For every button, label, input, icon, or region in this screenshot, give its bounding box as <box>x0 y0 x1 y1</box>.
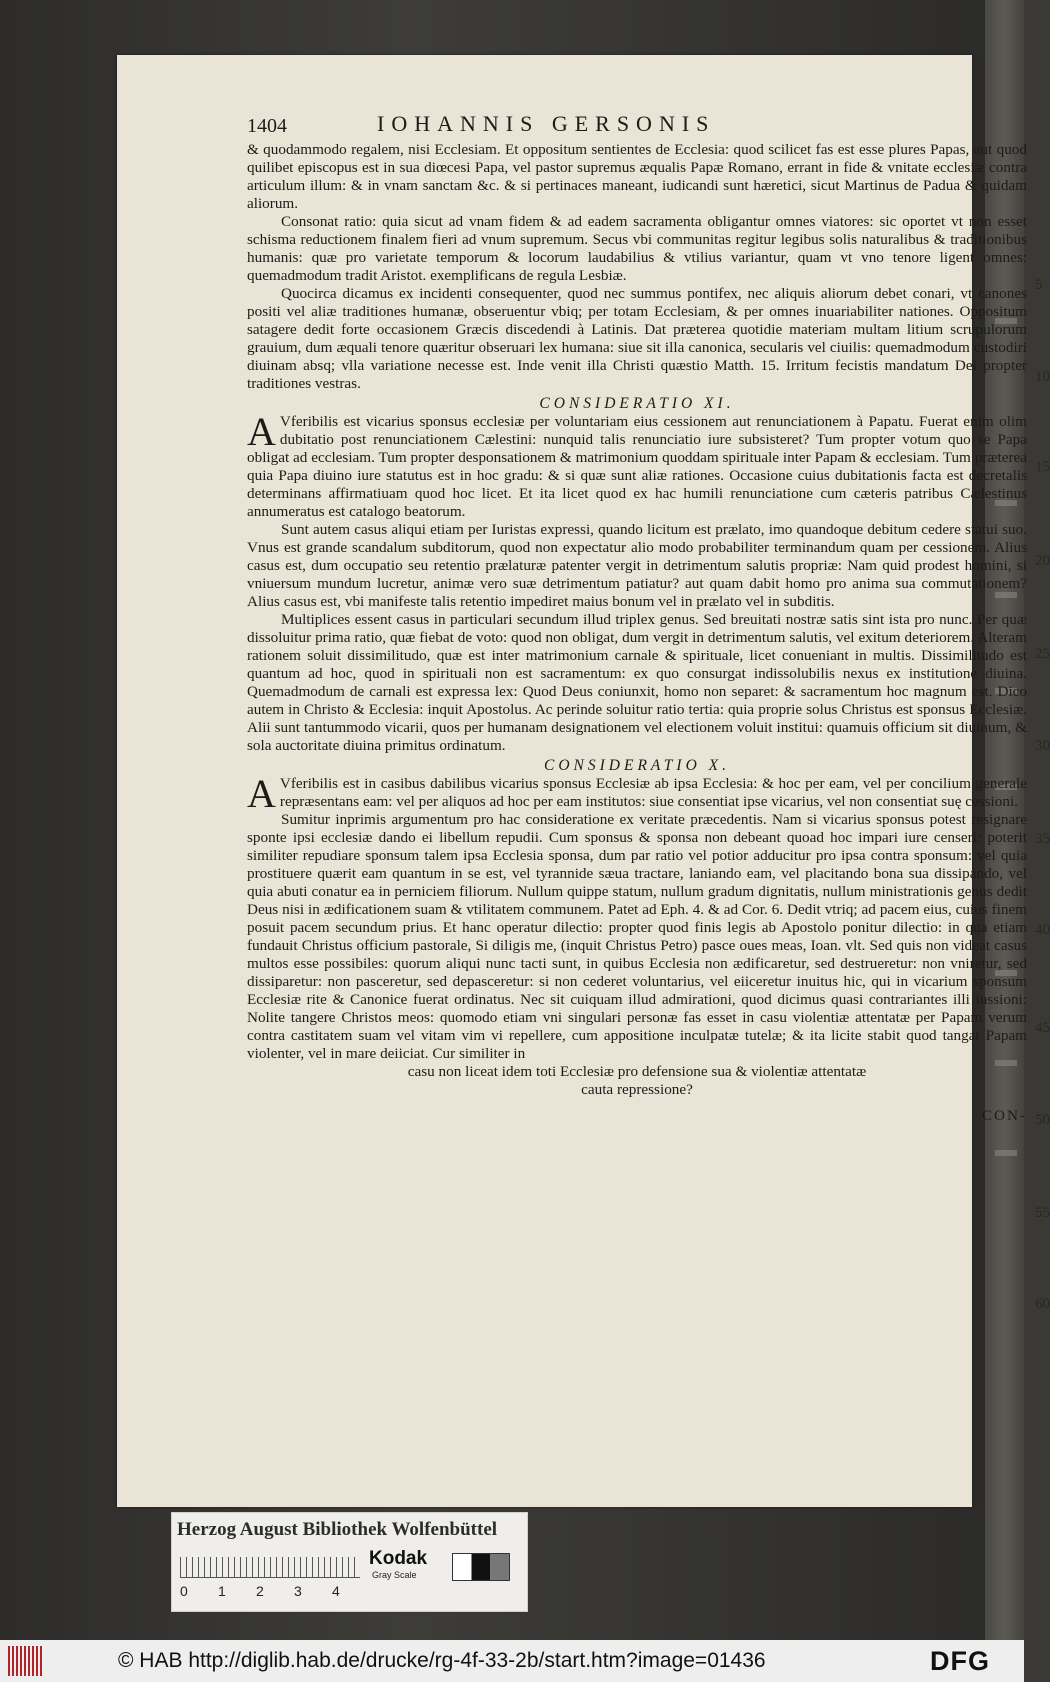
catchword: CON- <box>981 1107 1027 1124</box>
kodak-label: Kodak <box>369 1548 428 1569</box>
color-reference-card <box>171 1512 528 1612</box>
text-block <box>247 111 1050 1312</box>
line-number: 5 <box>1035 277 1043 293</box>
edge-mark <box>995 1150 1017 1156</box>
library-name: Herzog August Bibliothek Wolfenbüttel <box>177 1519 498 1540</box>
line-number: 60 <box>1035 1296 1050 1312</box>
line-number: 20 <box>1035 553 1050 569</box>
footer-bar <box>0 1640 1024 1682</box>
closing-line: casu non liceat idem toti Ecclesiæ pro defensione sua & violentiæ attentatæ <box>407 1063 867 1080</box>
paragraph-1: & quodammodo regalem, nisi Ecclesiam. Et oppositum sentientes de Ecclesia: quod scilicet fas est esse plures Papas, aut quod quilibet episcopus est in sua diœcesi Papa, vel pastor supremus æqualis Papæ Romano, errant in fide & vnitate ecclesiæ contra articulum illum: & in vnam sanctam &c. & si pertinaces maneant, iudicandi sunt hæretici, sicut Martinus de Padua & quidam aliorum. <box>247 141 1027 212</box>
dfg-logo: DFG <box>930 1646 990 1676</box>
ruler-number: 3 <box>294 1583 302 1599</box>
running-head: IOHANNIS GERSONIS <box>377 111 716 136</box>
paragraph-2: Consonat ratio: quia sicut ad vnam fidem & ad eadem sacramenta obligantur omnes viatores: sic oportet vt non esset schisma reductionem finalem fieri ad vnum supremum. Secus vbi communitas regitur legibus solis naturalibus & traditionibus humanis: quæ pro varietate temporum & locorum laudabilius & vtilius variantur, quam vt vno tenore ligent omnes: quemadmodum tradit Aristot. exemplificans de regula Lesbiæ. <box>247 213 1027 284</box>
paragraph-7 <box>247 771 1027 816</box>
line-number: 10 <box>1035 369 1050 385</box>
ruler-number: 0 <box>180 1583 188 1599</box>
paragraph-5: Sunt autem casus aliqui etiam per Iuristas expressi, quando licitum est prælato, imo quandoque debitum cedere statui suo. Vnus est grande scandalum subditorum, quod non expectatur alio modo probabiliter terminandum quam per cessionem. Alius casus est, dum occupatio seu retentio prælaturæ patenter vergit in detrimentum salutis propriæ: Nam quid prodest homini, si vniuersum mundum lucretur, animæ vero suæ detrimentum patiatur? aut quam dabit homo pro anima sua commutationem? Alius casus est, vbi manifeste talis retentio impediret maius bonum vel in prælato vel in subditis. <box>247 521 1027 610</box>
drop-cap: A <box>247 409 276 454</box>
line-number: 25 <box>1035 646 1050 662</box>
line-number: 15 <box>1035 459 1050 475</box>
gray-scale-label: Gray Scale <box>372 1570 417 1580</box>
section-heading-2: CONSIDERATIO X. <box>544 757 730 774</box>
page-number: 1404 <box>247 115 287 137</box>
ruler-scale <box>180 1557 360 1578</box>
paragraph-4-text: Vferibilis est vicarius sponsus ecclesiæ per voluntariam eius cessionem aut renunciationem à Papatu. Fuerat enim olim dubitatio post renunciationem Cælestini: nunquid talis renunciatio iure subsisteret? Tum propter votum quo se Papa obligat ad ecclesiam. Tum propter desponsationem & matrimonium quoddam spirituale inter Papam & ecclesiam. Tum præterea quia Papa diuino iure statutus est in hoc gradu: & si quæ sunt aliæ rationes. Occasione cuius dubitationis facta est decretalis determinans affirmatiuam quod hoc licet. Et ita licet quod ex hac humili renunciatione cum cæteris patribus Cælestinus annumeratus est catalogo beatorum. <box>247 413 1027 520</box>
drop-cap: A <box>247 771 276 816</box>
line-number: 45 <box>1035 1020 1050 1036</box>
paragraph-3: Quocirca dicamus ex incidenti consequenter, quod nec summus pontifex, nec aliquis aliorum debet conari, vt canones positi vel aliæ traditiones humanæ, obseruentur vbiq; per totam Ecclesiam, & per omnes inuariabiliter nationes. Oppositum satagere dedit forte occasionem Græcis discedendi à Latinis. Dat præterea quotidie materiam multam litium scrupulorum grauium, dum æquali tenore quæritur obseruari lex humana: siue sit illa canonica, secularis vel ciuilis: quemadmodum custodiri diuinam absq; vlla variatione necesse est. Inde venit illa Christi quæstio Matth. 15. Irritum fecistis mandatum Dei propter traditiones vestras. <box>247 285 1027 392</box>
book-page <box>117 55 1050 1507</box>
paragraph-4 <box>247 409 1027 521</box>
footer-link[interactable]: © HAB http://diglib.hab.de/drucke/rg-4f-33-2b/start.htm?image=01436 <box>118 1649 766 1672</box>
ruler-number: 1 <box>218 1583 226 1599</box>
ruler-number: 2 <box>256 1583 264 1599</box>
line-number: 30 <box>1035 738 1050 754</box>
closing-line: cauta repressione? <box>581 1081 693 1098</box>
line-number: 55 <box>1035 1205 1050 1221</box>
ruler-number: 4 <box>332 1583 340 1599</box>
paragraph-6: Multiplices essent casus in particulari secundum illud triplex genus. Sed breuitati nostræ satis sint ista pro nunc. Per quæ dissoluitur prima ratio, quæ fiebat de voto: quod non obligat, dum vergit in detrimentum salutis, vel exitum deteriorem. Alteram rationem soluit dissimilitudo, quæ est inter matrimonium carnale & spirituale, licet conueniant in multis. Dissimilitudo est quantum ad hoc, quod in spirituali non est sacramentum: ex quo consurgat indissolubilis nexus ex institutione diuina. Quemadmodum de carnali est expressa lex: Quod Deus coniunxit, homo non separet: & sacramentum hoc magnum est. Dico autem in Christo & Ecclesia: inquit Apostolus. Ac perinde soluitur ratio tertia: quia proprie solus Christus est sponsus Ecclesiæ. Alii sunt tantummodo vicarii, quos per humanam designationem vel electionem voluit institui: quamuis officium sit diuinum, & sola auctoritate diuina primitus ordinatum. <box>247 611 1027 754</box>
barcode-icon <box>8 1646 44 1676</box>
gray-scale-swatch <box>452 1553 510 1581</box>
line-number: 50 <box>1035 1112 1050 1128</box>
section-heading-1: CONSIDERATIO XI. <box>539 395 735 412</box>
paragraph-7-text: Vferibilis est in casibus dabilibus vicarius sponsus Ecclesiæ ab ipsa Ecclesia: & hoc per eam, vel per concilium generale repræsentans eam: vel per aliquos ad hoc per eam institutos: siue consentiat ipse vicarius, vel non consentiat suę cessioni. <box>279 775 1027 810</box>
page-header <box>247 111 1027 139</box>
line-number: 35 <box>1035 831 1050 847</box>
line-number: 40 <box>1035 922 1050 938</box>
paragraph-8: Sumitur inprimis argumentum pro hac consideratione ex veritate præcedentis. Nam si vicarius sponsus potest resignare sponte ipsi ecclesiæ dando ei libellum repudii. Cum sponsus & sponsa non debeant quoad hoc impari iure censeri: poterit similiter repudiare sponsum talem ipsa Ecclesia sponsa, dum par ratio vel potior adducitur pro ipsa contra sponsum: vel quia prostituere quærit eam quantum in se est, vel tyrannide sæua tractare, laniando eam, vel placitando bona sua dissipando, vel quia abuti conatur ea in perniciem filiorum. Nullum quippe statum, nullum gradum dignitatis, nullum ministrationis genus dedit Deus nisi in ædificationem suam & vtilitatem communem. Patet ad Eph. 4. & ad Cor. 6. Dedit vtriq; ad pacem eius, cuius finem posuit pacem secundum prius. Et hanc operatur dilectio: propter quod finis legis ab Apostolo ponitur dilectio: in qua etiam fundauit Christus officium pastorale, Si diligis me, (inquit Christus Petro) pasce oues meas, Ioan. vlt. Sed quis non videat casus multos esse possibiles: quorum aliqui nunc tacti sunt, in quibus Ecclesia non ædificaretur, sed destrueretur: non vniretur, sed dissiparetur: non pasceretur, sed depasceretur: si non cederet voluntarius, vel eiiceretur inuitus hic, qui in vicarium sponsum Ecclesiæ rite & Canonice fuerat ordinatus. Nec sit cuiquam illud admirationi, quod dicimus quasi contrariantes illi iussioni: Nolite tangere Christos meos: quomodo etiam vni singulari personæ fas esset in casu violentiæ attentatæ per Papam verum contra castitatem suam vel vitam vim vi repellere, cum appositione inculpatæ tutelæ; & ita licite stabit quod tangat Papam violenter, vel in mare deiiciat. Cur similiter in <box>247 811 1027 1062</box>
